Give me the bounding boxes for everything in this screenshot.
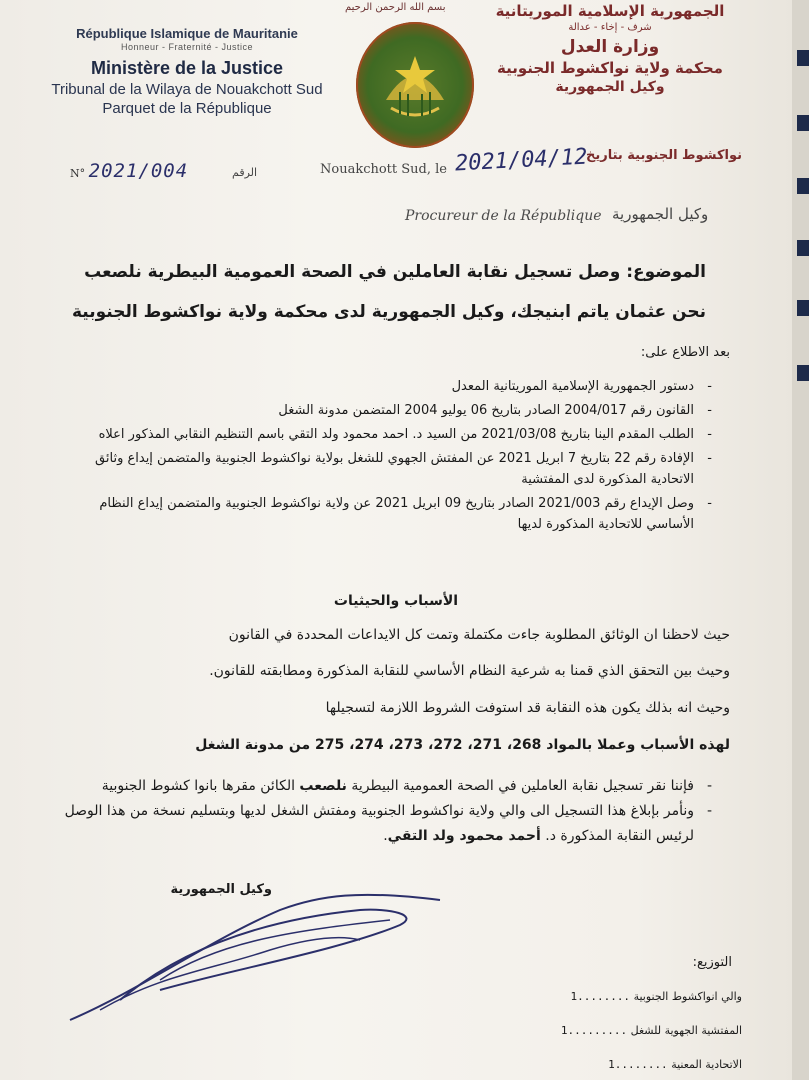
- binder-tab: [797, 240, 809, 256]
- issuer-line: نحن عثمان ياتم ابنيجك، وكيل الجمهورية لدى محكمة ولاية نواكشوط الجنوبية: [72, 302, 706, 322]
- reason-paragraph: حيث لاحظنا ان الوثائق المطلوبة جاءت مكتملة وتمت كل الايداعات المحددة في القانون: [228, 627, 730, 643]
- republic-name-ar: الجمهورية الإسلامية الموريتانية: [495, 2, 725, 20]
- number-label-ar: الرقم: [232, 166, 258, 179]
- decision-bold: نلصعب: [299, 778, 347, 794]
- distribution-label: المفتشية الجهوية للشغل: [630, 1024, 742, 1037]
- reason-paragraph: وحيث انه بذلك يكون هذه النقابة قد استوفت الشروط اللازمة لتسجيلها: [325, 700, 730, 716]
- national-emblem-seal: [356, 22, 474, 148]
- list-item: - الطلب المقدم الينا بتاريخ 2021/03/08 من السيد د. احمد محمود ولد التقي باسم التنظيم النقابي المذكور اعلاه: [72, 424, 712, 445]
- distribution-count: ........1: [570, 990, 631, 1003]
- binder-tab: [797, 50, 809, 66]
- decision-text: فإننا نقر تسجيل نقابة العاملين في الصحة العمومية البيطرية: [346, 778, 694, 794]
- list-item: - دستور الجمهورية الإسلامية الموريتانية المعدل: [72, 376, 712, 397]
- header-french: [22, 26, 352, 117]
- ministry-name-fr: Ministère de la Justice: [90, 58, 284, 78]
- distribution-count: ........1: [608, 1058, 668, 1071]
- decision-text: الكائن مقرها بانوا كشوط الجنوبية: [101, 778, 300, 794]
- court-name-ar: محكمة ولاية نواكشوط الجنوبية: [497, 59, 723, 77]
- binder-tab: [797, 115, 809, 131]
- reasons-heading: الأسباب والحيثيات: [333, 593, 459, 609]
- prosecutor-title-ar: وكيل الجمهورية: [555, 79, 665, 95]
- date-value: 2021/04/12: [454, 144, 589, 177]
- list-item: [442, 1014, 742, 1048]
- binder-tab: [797, 365, 809, 381]
- reason-paragraph: وحيث بين التحقق الذي قمنا به شرعية النظام الأساسي للنقابة المذكورة ومطابقته للقانون.: [209, 663, 730, 679]
- decisions-list: [52, 774, 712, 849]
- distribution-count: .........1: [560, 1024, 628, 1037]
- handwritten-signature: [60, 880, 450, 1030]
- number-label: N°: [70, 167, 86, 180]
- ministry-name-ar: وزارة العدل: [560, 37, 660, 57]
- distribution-list: [442, 980, 742, 1080]
- signatory-title: وكيل الجمهورية: [170, 882, 272, 897]
- motto-ar: شرف - إخاء - عدالة: [568, 22, 652, 33]
- stamp-fr: Procureur de la République: [405, 208, 602, 224]
- date-label-ar: نواكشوط الجنوبية بتاريخ: [585, 148, 742, 163]
- basmala: بسم الله الرحمن الرحيم: [345, 2, 446, 13]
- list-item: - وصل الإيداع رقم 2021/003 الصادر بتاريخ 09 ابريل 2021 عن ولاية نواكشوط الجنوبية والمتضمن إيداع النظام الأساسي للاتحادية المذكورة لديها: [72, 493, 712, 535]
- binder-edge: [792, 0, 809, 1080]
- list-item: [442, 980, 742, 1014]
- motto-fr: Honneur - Fraternité - Justice: [120, 42, 254, 52]
- list-item: [52, 774, 712, 799]
- after-review-label: بعد الاطلاع على:: [640, 345, 730, 360]
- tribunal-name-fr: Tribunal de la Wilaya de Nouakchott Sud: [51, 81, 323, 98]
- list-item: [52, 799, 712, 849]
- list-item: [442, 1048, 742, 1080]
- number-value: 2021/004: [88, 160, 189, 182]
- decision-bold: أحمد محمود ولد التقي: [387, 828, 541, 844]
- considerations-list: [72, 376, 712, 538]
- list-item: - الإفادة رقم 22 بتاريخ 7 ابريل 2021 عن المفتش الجهوي للشغل بولاية نواكشوط الجنوبية والمتضمن إيداع وثائق الاتحادية المذكورة لدى المفتشية: [72, 448, 712, 490]
- decision-text: ونأمر بإبلاغ هذا التسجيل الى والي ولاية نواكشوط الجنوبية ومفتش الشغل لديها وبتسليم نسخة من هذا الوصل لرئيس النقابة المذكورة د.: [64, 803, 694, 844]
- decision-text: .: [383, 828, 388, 844]
- distribution-label: والي انواكشوط الجنوبية: [633, 990, 742, 1003]
- emblem-icon: [356, 22, 474, 148]
- header-arabic: [480, 2, 740, 95]
- binder-tab: [797, 300, 809, 316]
- binder-tab: [797, 178, 809, 194]
- date-label-fr: Nouakchott Sud, le: [320, 162, 447, 177]
- distribution-title: التوزيع:: [692, 955, 732, 970]
- reference-number: [70, 160, 188, 182]
- republic-name-fr: République Islamique de Mauritanie: [76, 26, 298, 41]
- parquet-name-fr: Parquet de la République: [102, 100, 272, 117]
- legal-basis: لهذه الأسباب وعملا بالمواد 268، 271، 272، 273، 274، 275 من مدونة الشغل: [195, 737, 730, 753]
- list-item: - القانون رقم 2004/017 الصادر بتاريخ 06 يوليو 2004 المتضمن مدونة الشغل: [72, 400, 712, 421]
- stamp-ar: وكيل الجمهورية: [612, 205, 709, 223]
- subject-line: الموضوع: وصل تسجيل نقابة العاملين في الصحة العمومية البيطرية نلصعب: [84, 262, 706, 282]
- distribution-label: الاتحادية المعنية: [671, 1058, 742, 1071]
